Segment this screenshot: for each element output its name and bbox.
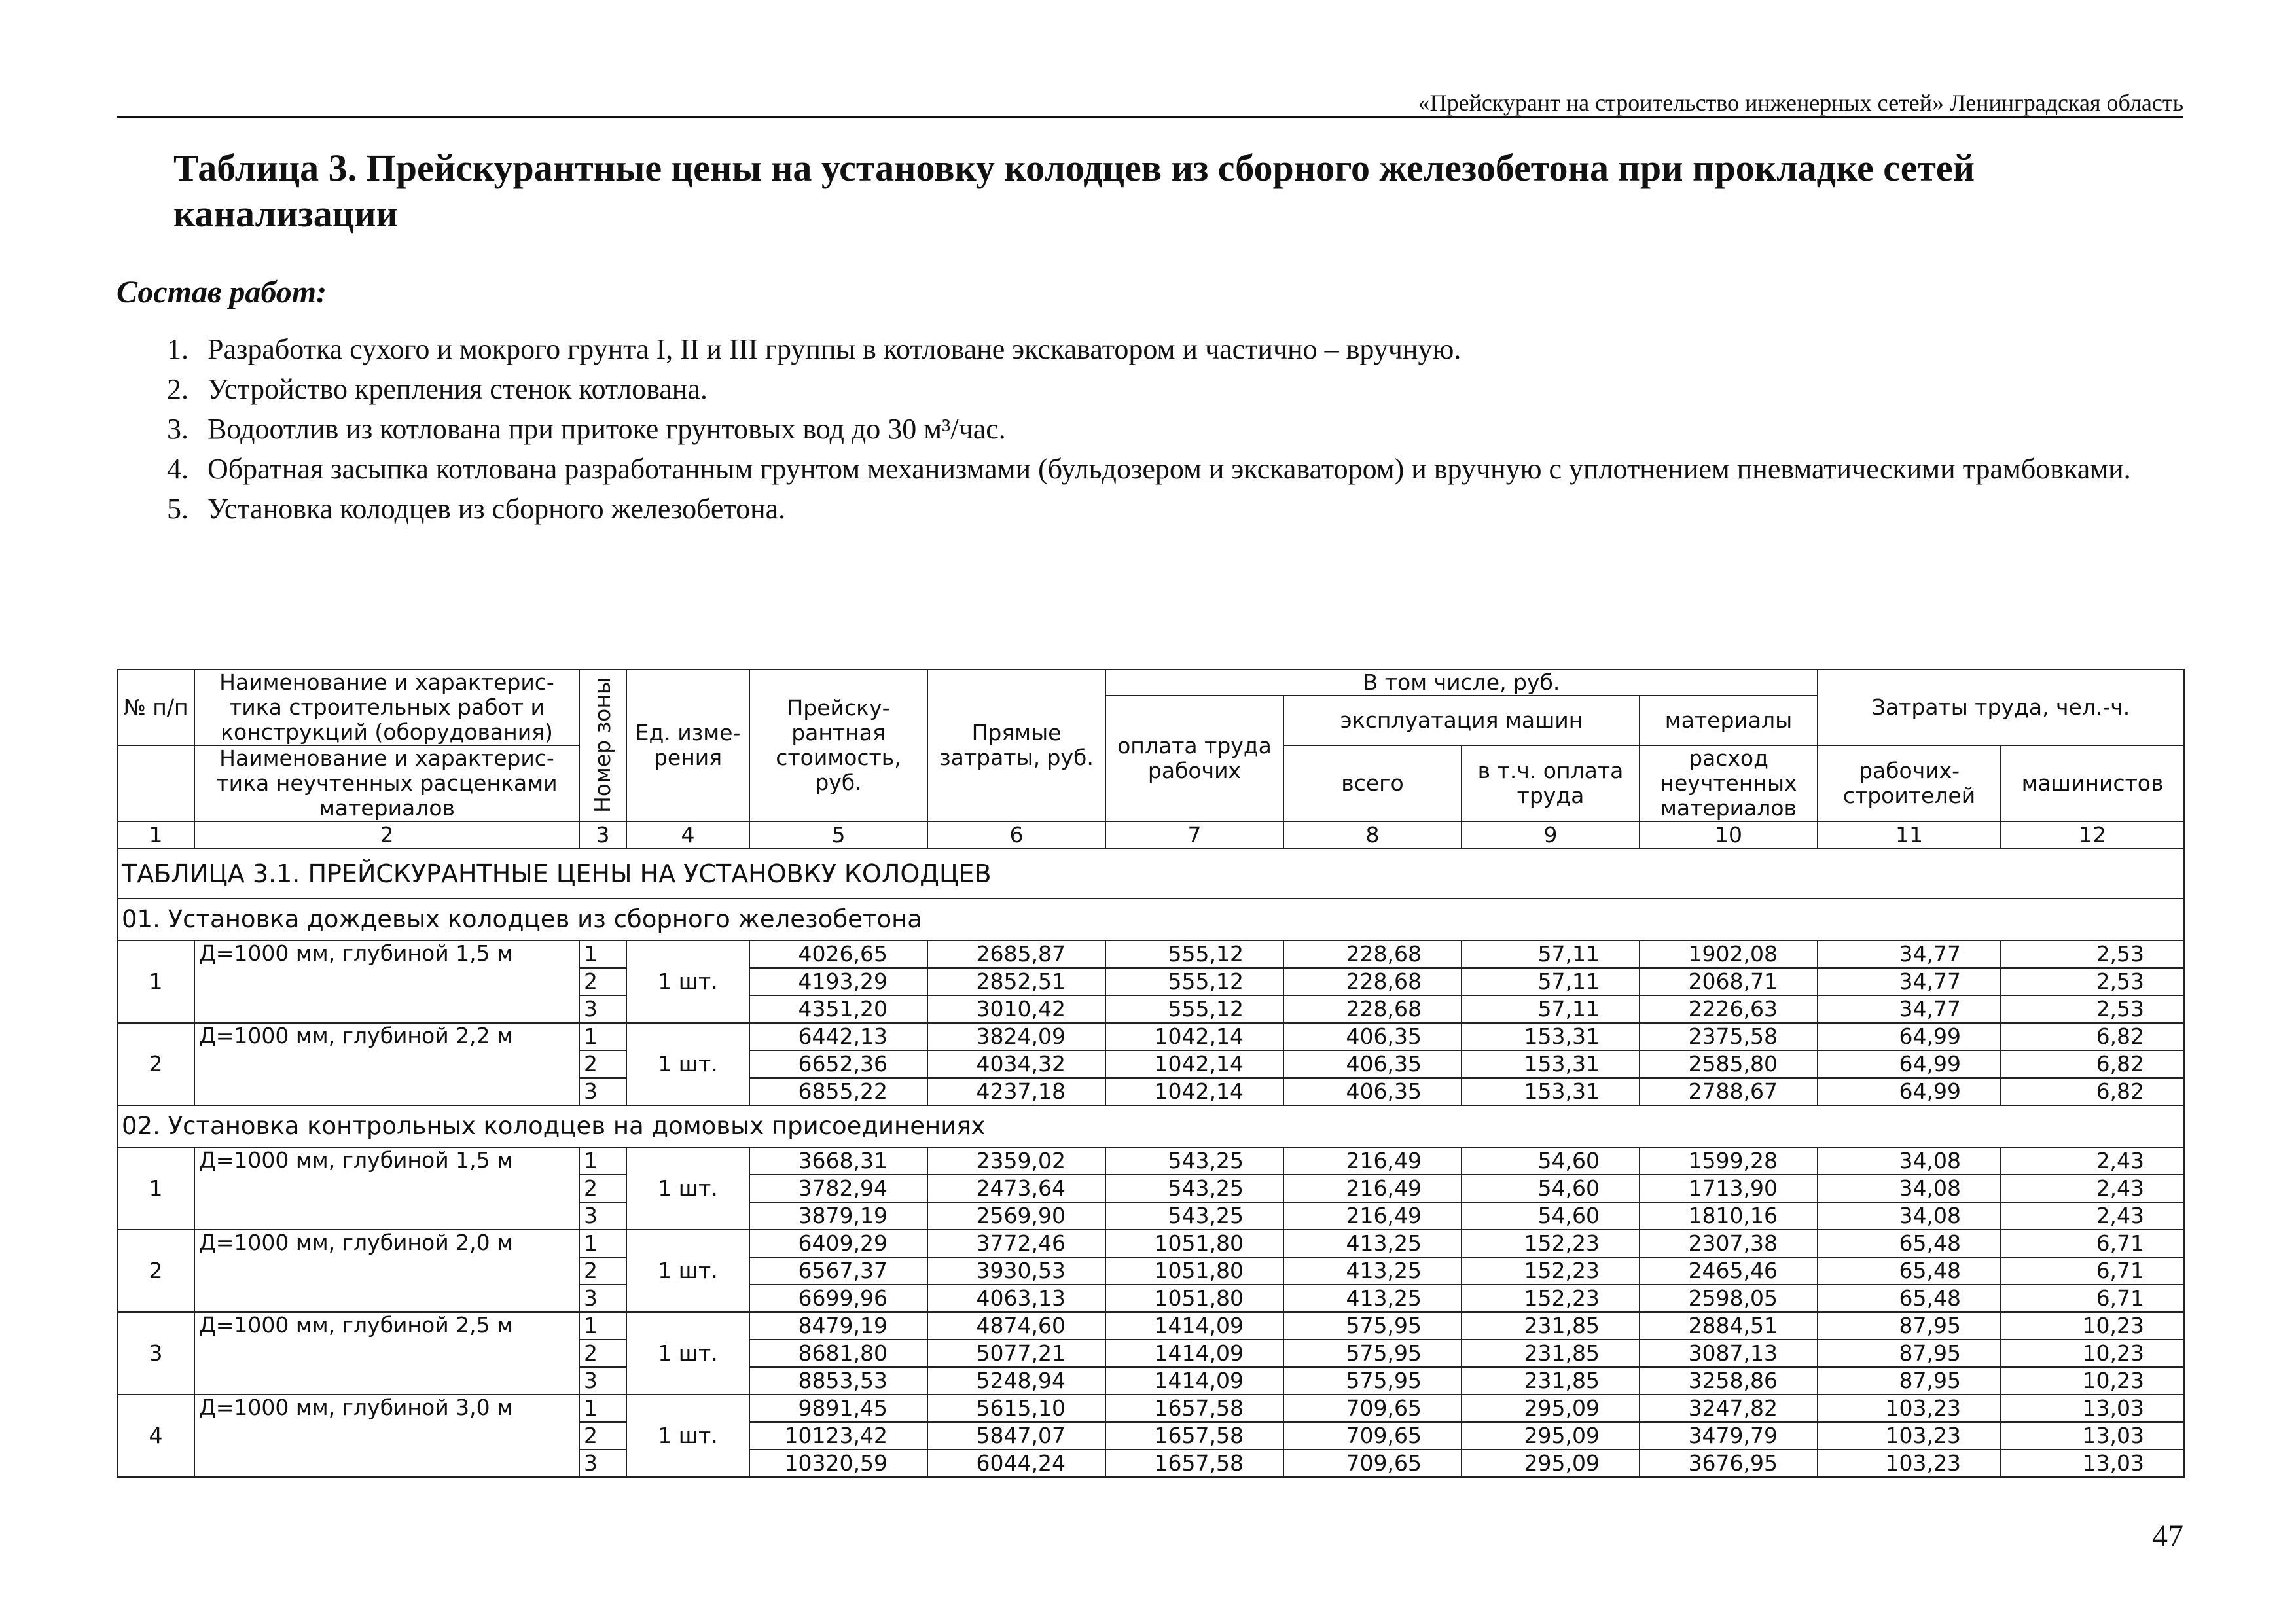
col-number: 4 bbox=[626, 821, 749, 849]
zone-number: 2 bbox=[579, 1340, 626, 1367]
col-number: 6 bbox=[927, 821, 1105, 849]
machines-total: 216,49 bbox=[1283, 1202, 1462, 1230]
machines-total: 575,95 bbox=[1283, 1367, 1462, 1395]
builders-labor: 103,23 bbox=[1818, 1395, 2001, 1422]
machines-total: 406,35 bbox=[1283, 1023, 1462, 1050]
builders-labor: 65,48 bbox=[1818, 1257, 2001, 1285]
unit: 1 шт. bbox=[626, 940, 749, 1023]
labor-pay: 1414,09 bbox=[1105, 1340, 1283, 1367]
materials-cost: 2307,38 bbox=[1640, 1230, 1818, 1257]
item-number: 1 bbox=[117, 1147, 194, 1230]
works-item bbox=[167, 449, 2186, 489]
works-item-text: Обратная засыпка котлована разработанным грунтом механизмами (бульдозером и экскаватором) и вручную с уплотнением пневматическими трамбовками. bbox=[207, 453, 2131, 485]
table-row bbox=[117, 1023, 2184, 1050]
direct-cost: 3772,46 bbox=[927, 1230, 1105, 1257]
zone-number: 1 bbox=[579, 940, 626, 968]
page-title: Таблица 3. Прейскурантные цены на установку колодцев из сборного железобетона при прокладке сетей канализации bbox=[173, 147, 1975, 235]
machines-pay: 295,09 bbox=[1462, 1395, 1640, 1422]
works-item-number: 3. bbox=[167, 413, 188, 445]
builders-labor: 34,08 bbox=[1818, 1175, 2001, 1202]
section-row bbox=[117, 899, 2184, 940]
machinists-labor: 10,23 bbox=[2001, 1312, 2184, 1340]
header-labor-pay: оплата труда рабочих bbox=[1105, 696, 1283, 821]
col-number: 8 bbox=[1283, 821, 1462, 849]
machinists-labor: 6,82 bbox=[2001, 1078, 2184, 1105]
materials-cost: 2788,67 bbox=[1640, 1078, 1818, 1105]
labor-pay: 1042,14 bbox=[1105, 1050, 1283, 1078]
machines-pay: 54,60 bbox=[1462, 1147, 1640, 1175]
builders-labor: 34,77 bbox=[1818, 968, 2001, 995]
direct-cost: 4034,32 bbox=[927, 1050, 1105, 1078]
machines-pay: 295,09 bbox=[1462, 1422, 1640, 1450]
machinists-labor: 6,71 bbox=[2001, 1285, 2184, 1312]
main-section-title: ТАБЛИЦА 3.1. ПРЕЙСКУРАНТНЫЕ ЦЕНЫ НА УСТАНОВКУ КОЛОДЦЕВ bbox=[117, 849, 2184, 899]
header-labor: Затраты труда, чел.-ч. bbox=[1818, 669, 2184, 745]
builders-labor: 34,08 bbox=[1818, 1147, 2001, 1175]
machinists-labor: 6,71 bbox=[2001, 1230, 2184, 1257]
price: 6699,96 bbox=[749, 1285, 927, 1312]
materials-cost: 2585,80 bbox=[1640, 1050, 1818, 1078]
materials-cost: 3087,13 bbox=[1640, 1340, 1818, 1367]
machines-pay: 231,85 bbox=[1462, 1367, 1640, 1395]
header-machines-pay: в т.ч. оплата труда bbox=[1462, 745, 1640, 821]
page-number: 47 bbox=[2152, 1519, 2183, 1554]
direct-cost: 2685,87 bbox=[927, 940, 1105, 968]
direct-cost: 5847,07 bbox=[927, 1422, 1105, 1450]
section-title: 01. Установка дождевых колодцев из сборного железобетона bbox=[117, 899, 2184, 940]
builders-labor: 65,48 bbox=[1818, 1285, 2001, 1312]
works-item-text: Водоотлив из котлована при притоке грунтовых вод до 30 м³/час. bbox=[207, 413, 1006, 445]
works-item-number: 2. bbox=[167, 373, 188, 405]
table-row bbox=[117, 1147, 2184, 1175]
header-materials: материалы bbox=[1640, 696, 1818, 745]
materials-cost: 2226,63 bbox=[1640, 995, 1818, 1023]
direct-cost: 4874,60 bbox=[927, 1312, 1105, 1340]
builders-labor: 34,08 bbox=[1818, 1202, 2001, 1230]
direct-cost: 3010,42 bbox=[927, 995, 1105, 1023]
direct-cost: 2473,64 bbox=[927, 1175, 1105, 1202]
section-row bbox=[117, 1105, 2184, 1147]
zone-number: 2 bbox=[579, 968, 626, 995]
materials-cost: 1902,08 bbox=[1640, 940, 1818, 968]
labor-pay: 1051,80 bbox=[1105, 1285, 1283, 1312]
zone-number: 1 bbox=[579, 1312, 626, 1340]
item-number: 1 bbox=[117, 940, 194, 1023]
works-item-number: 4. bbox=[167, 453, 188, 485]
header-unit: Ед. изме-рения bbox=[626, 669, 749, 821]
machines-pay: 54,60 bbox=[1462, 1175, 1640, 1202]
machines-pay: 295,09 bbox=[1462, 1450, 1640, 1477]
col-number: 2 bbox=[194, 821, 579, 849]
labor-pay: 1657,58 bbox=[1105, 1422, 1283, 1450]
machines-total: 575,95 bbox=[1283, 1312, 1462, 1340]
machines-pay: 153,31 bbox=[1462, 1023, 1640, 1050]
price: 4193,29 bbox=[749, 968, 927, 995]
direct-cost: 6044,24 bbox=[927, 1450, 1105, 1477]
machinists-labor: 13,03 bbox=[2001, 1450, 2184, 1477]
machines-pay: 152,23 bbox=[1462, 1285, 1640, 1312]
zone-number: 3 bbox=[579, 995, 626, 1023]
machines-pay: 231,85 bbox=[1462, 1312, 1640, 1340]
item-number: 2 bbox=[117, 1023, 194, 1105]
works-item bbox=[167, 329, 2186, 369]
price: 3668,31 bbox=[749, 1147, 927, 1175]
price: 6855,22 bbox=[749, 1078, 927, 1105]
materials-cost: 3247,82 bbox=[1640, 1395, 1818, 1422]
works-list bbox=[167, 329, 2186, 529]
machinists-labor: 13,03 bbox=[2001, 1395, 2184, 1422]
machines-total: 709,65 bbox=[1283, 1450, 1462, 1477]
unit: 1 шт. bbox=[626, 1312, 749, 1395]
materials-cost: 2375,58 bbox=[1640, 1023, 1818, 1050]
labor-pay: 1657,58 bbox=[1105, 1395, 1283, 1422]
header-num-continuation bbox=[117, 745, 194, 821]
machines-pay: 57,11 bbox=[1462, 968, 1640, 995]
item-number: 4 bbox=[117, 1395, 194, 1477]
direct-cost: 4237,18 bbox=[927, 1078, 1105, 1105]
zone-number: 2 bbox=[579, 1422, 626, 1450]
machinists-labor: 2,43 bbox=[2001, 1147, 2184, 1175]
labor-pay: 1414,09 bbox=[1105, 1367, 1283, 1395]
builders-labor: 34,77 bbox=[1818, 995, 2001, 1023]
unit: 1 шт. bbox=[626, 1395, 749, 1477]
direct-cost: 2359,02 bbox=[927, 1147, 1105, 1175]
machines-total: 709,65 bbox=[1283, 1422, 1462, 1450]
table-row bbox=[117, 1230, 2184, 1257]
labor-pay: 543,25 bbox=[1105, 1202, 1283, 1230]
zone-number: 2 bbox=[579, 1257, 626, 1285]
machinists-labor: 10,23 bbox=[2001, 1340, 2184, 1367]
builders-labor: 34,77 bbox=[1818, 940, 2001, 968]
works-item-text: Установка колодцев из сборного железобетона. bbox=[207, 493, 786, 525]
labor-pay: 1051,80 bbox=[1105, 1230, 1283, 1257]
table-row bbox=[117, 940, 2184, 968]
machines-total: 216,49 bbox=[1283, 1147, 1462, 1175]
col-number: 1 bbox=[117, 821, 194, 849]
builders-labor: 65,48 bbox=[1818, 1230, 2001, 1257]
header-materials-unaccounted: расход неучтенных материалов bbox=[1640, 745, 1818, 821]
price: 6442,13 bbox=[749, 1023, 927, 1050]
materials-cost: 3676,95 bbox=[1640, 1450, 1818, 1477]
machines-total: 413,25 bbox=[1283, 1257, 1462, 1285]
direct-cost: 4063,13 bbox=[927, 1285, 1105, 1312]
header-num: № п/п bbox=[117, 669, 194, 745]
machinists-labor: 2,53 bbox=[2001, 968, 2184, 995]
labor-pay: 543,25 bbox=[1105, 1147, 1283, 1175]
item-name: Д=1000 мм, глубиной 2,2 м bbox=[194, 1023, 579, 1105]
item-number: 2 bbox=[117, 1230, 194, 1312]
machines-total: 413,25 bbox=[1283, 1285, 1462, 1312]
labor-pay: 1414,09 bbox=[1105, 1312, 1283, 1340]
header-zone-label: Номер зоны bbox=[590, 677, 615, 813]
materials-cost: 3479,79 bbox=[1640, 1422, 1818, 1450]
direct-cost: 3824,09 bbox=[927, 1023, 1105, 1050]
item-name: Д=1000 мм, глубиной 1,5 м bbox=[194, 1147, 579, 1230]
item-name: Д=1000 мм, глубиной 2,0 м bbox=[194, 1230, 579, 1312]
labor-pay: 555,12 bbox=[1105, 995, 1283, 1023]
machinists-labor: 13,03 bbox=[2001, 1422, 2184, 1450]
machines-total: 575,95 bbox=[1283, 1340, 1462, 1367]
labor-pay: 555,12 bbox=[1105, 940, 1283, 968]
machines-total: 406,35 bbox=[1283, 1050, 1462, 1078]
table-row bbox=[117, 1395, 2184, 1422]
materials-cost: 1713,90 bbox=[1640, 1175, 1818, 1202]
item-name: Д=1000 мм, глубиной 1,5 м bbox=[194, 940, 579, 1023]
machinists-labor: 6,82 bbox=[2001, 1023, 2184, 1050]
unit: 1 шт. bbox=[626, 1147, 749, 1230]
materials-cost: 1599,28 bbox=[1640, 1147, 1818, 1175]
labor-pay: 1051,80 bbox=[1105, 1257, 1283, 1285]
column-number-row bbox=[117, 821, 2184, 849]
price: 6652,36 bbox=[749, 1050, 927, 1078]
zone-number: 3 bbox=[579, 1450, 626, 1477]
direct-cost: 3930,53 bbox=[927, 1257, 1105, 1285]
machines-total: 228,68 bbox=[1283, 995, 1462, 1023]
builders-labor: 64,99 bbox=[1818, 1023, 2001, 1050]
header-machines-total: всего bbox=[1283, 745, 1462, 821]
machinists-labor: 2,43 bbox=[2001, 1175, 2184, 1202]
zone-number: 1 bbox=[579, 1395, 626, 1422]
machines-total: 413,25 bbox=[1283, 1230, 1462, 1257]
zone-number: 3 bbox=[579, 1285, 626, 1312]
unit: 1 шт. bbox=[626, 1230, 749, 1312]
works-heading: Состав работ: bbox=[117, 275, 327, 310]
direct-cost: 5077,21 bbox=[927, 1340, 1105, 1367]
price: 8479,19 bbox=[749, 1312, 927, 1340]
zone-number: 1 bbox=[579, 1023, 626, 1050]
machines-total: 216,49 bbox=[1283, 1175, 1462, 1202]
header-machinists: машинистов bbox=[2001, 745, 2184, 821]
builders-labor: 64,99 bbox=[1818, 1050, 2001, 1078]
header-price: Прейску-рантная стоимость, руб. bbox=[749, 669, 927, 821]
price: 3879,19 bbox=[749, 1202, 927, 1230]
works-item bbox=[167, 369, 2186, 409]
works-item bbox=[167, 489, 2186, 529]
labor-pay: 1042,14 bbox=[1105, 1078, 1283, 1105]
direct-cost: 2852,51 bbox=[927, 968, 1105, 995]
header-machines: эксплуатация машин bbox=[1283, 696, 1640, 745]
materials-cost: 2465,46 bbox=[1640, 1257, 1818, 1285]
machines-pay: 57,11 bbox=[1462, 940, 1640, 968]
price: 8681,80 bbox=[749, 1340, 927, 1367]
machines-pay: 231,85 bbox=[1462, 1340, 1640, 1367]
header-builders: рабочих-строителей bbox=[1818, 745, 2001, 821]
builders-labor: 64,99 bbox=[1818, 1078, 2001, 1105]
header-name-top: Наименование и характерис-тика строительных работ и конструкций (оборудования) bbox=[194, 669, 579, 745]
zone-number: 3 bbox=[579, 1367, 626, 1395]
price: 4026,65 bbox=[749, 940, 927, 968]
price: 6567,37 bbox=[749, 1257, 927, 1285]
col-number: 9 bbox=[1462, 821, 1640, 849]
builders-labor: 87,95 bbox=[1818, 1312, 2001, 1340]
machinists-labor: 2,53 bbox=[2001, 995, 2184, 1023]
col-number: 7 bbox=[1105, 821, 1283, 849]
col-number: 10 bbox=[1640, 821, 1818, 849]
works-item-number: 5. bbox=[167, 493, 188, 525]
zone-number: 2 bbox=[579, 1050, 626, 1078]
works-item-number: 1. bbox=[167, 333, 188, 365]
col-number: 5 bbox=[749, 821, 927, 849]
col-number: 3 bbox=[579, 821, 626, 849]
item-name: Д=1000 мм, глубиной 3,0 м bbox=[194, 1395, 579, 1477]
price: 8853,53 bbox=[749, 1367, 927, 1395]
materials-cost: 3258,86 bbox=[1640, 1367, 1818, 1395]
section-title: 02. Установка контрольных колодцев на домовых присоединениях bbox=[117, 1105, 2184, 1147]
machines-total: 709,65 bbox=[1283, 1395, 1462, 1422]
materials-cost: 2068,71 bbox=[1640, 968, 1818, 995]
price: 3782,94 bbox=[749, 1175, 927, 1202]
price: 10320,59 bbox=[749, 1450, 927, 1477]
price: 4351,20 bbox=[749, 995, 927, 1023]
machines-total: 406,35 bbox=[1283, 1078, 1462, 1105]
builders-labor: 87,95 bbox=[1818, 1340, 2001, 1367]
price: 10123,42 bbox=[749, 1422, 927, 1450]
table-row bbox=[117, 1312, 2184, 1340]
direct-cost: 2569,90 bbox=[927, 1202, 1105, 1230]
materials-cost: 1810,16 bbox=[1640, 1202, 1818, 1230]
machinists-labor: 10,23 bbox=[2001, 1367, 2184, 1395]
price: 6409,29 bbox=[749, 1230, 927, 1257]
labor-pay: 1657,58 bbox=[1105, 1450, 1283, 1477]
builders-labor: 103,23 bbox=[1818, 1422, 2001, 1450]
works-item-text: Устройство крепления стенок котлована. bbox=[207, 373, 708, 405]
machines-total: 228,68 bbox=[1283, 940, 1462, 968]
labor-pay: 555,12 bbox=[1105, 968, 1283, 995]
running-header: «Прейскурант на строительство инженерных сетей» Ленинградская область bbox=[1418, 90, 2183, 116]
machinists-labor: 6,71 bbox=[2001, 1257, 2184, 1285]
price-table bbox=[117, 669, 2185, 1478]
main-section-row bbox=[117, 849, 2184, 899]
col-number: 11 bbox=[1818, 821, 2001, 849]
machines-total: 228,68 bbox=[1283, 968, 1462, 995]
machines-pay: 57,11 bbox=[1462, 995, 1640, 1023]
machines-pay: 152,23 bbox=[1462, 1257, 1640, 1285]
zone-number: 3 bbox=[579, 1202, 626, 1230]
header-rule bbox=[117, 116, 2183, 118]
zone-number: 2 bbox=[579, 1175, 626, 1202]
works-item bbox=[167, 409, 2186, 449]
col-number: 12 bbox=[2001, 821, 2184, 849]
header-incl: В том числе, руб. bbox=[1105, 669, 1818, 696]
machines-pay: 153,31 bbox=[1462, 1050, 1640, 1078]
machinists-labor: 2,53 bbox=[2001, 940, 2184, 968]
labor-pay: 1042,14 bbox=[1105, 1023, 1283, 1050]
machinists-labor: 6,82 bbox=[2001, 1050, 2184, 1078]
zone-number: 1 bbox=[579, 1147, 626, 1175]
builders-labor: 103,23 bbox=[1818, 1450, 2001, 1477]
builders-labor: 87,95 bbox=[1818, 1367, 2001, 1395]
machines-pay: 153,31 bbox=[1462, 1078, 1640, 1105]
direct-cost: 5248,94 bbox=[927, 1367, 1105, 1395]
zone-number: 3 bbox=[579, 1078, 626, 1105]
item-name: Д=1000 мм, глубиной 2,5 м bbox=[194, 1312, 579, 1395]
machines-pay: 54,60 bbox=[1462, 1202, 1640, 1230]
machines-pay: 152,23 bbox=[1462, 1230, 1640, 1257]
materials-cost: 2598,05 bbox=[1640, 1285, 1818, 1312]
zone-number: 1 bbox=[579, 1230, 626, 1257]
item-number: 3 bbox=[117, 1312, 194, 1395]
header-name-bottom: Наименование и характерис-тика неучтенных расценками материалов bbox=[194, 745, 579, 821]
direct-cost: 5615,10 bbox=[927, 1395, 1105, 1422]
header-direct: Прямые затраты, руб. bbox=[927, 669, 1105, 821]
price: 9891,45 bbox=[749, 1395, 927, 1422]
machinists-labor: 2,43 bbox=[2001, 1202, 2184, 1230]
unit: 1 шт. bbox=[626, 1023, 749, 1105]
labor-pay: 543,25 bbox=[1105, 1175, 1283, 1202]
works-item-text: Разработка сухого и мокрого грунта I, II и III группы в котловане экскаватором и частично – вручную. bbox=[207, 333, 1462, 365]
materials-cost: 2884,51 bbox=[1640, 1312, 1818, 1340]
header-zone bbox=[579, 669, 626, 821]
